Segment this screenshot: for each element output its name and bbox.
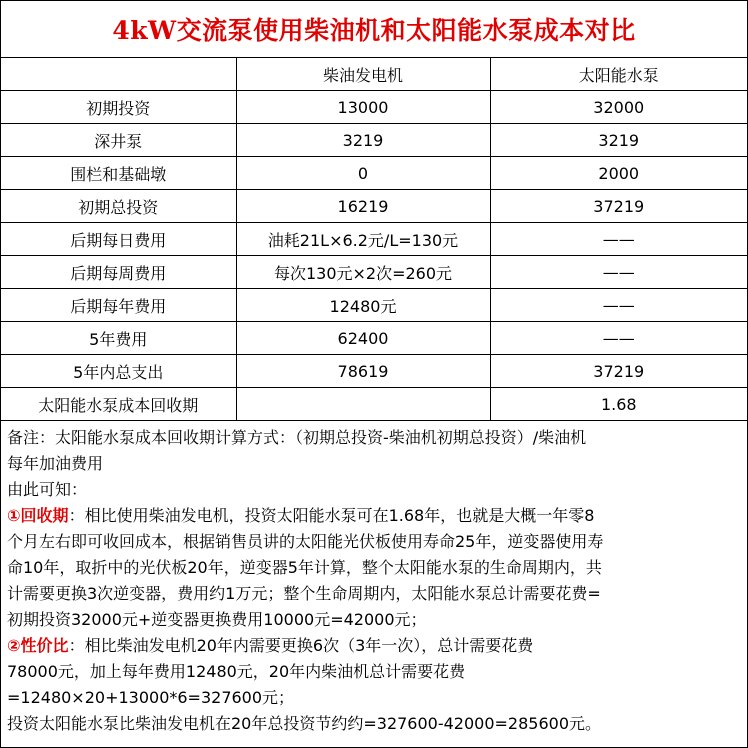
table-row (1, 91, 747, 124)
notes-line: =12480×20+13000*6=327600元； (7, 688, 295, 707)
table-row (1, 355, 747, 388)
table-row (1, 124, 747, 157)
payback-paragraph (7, 503, 741, 529)
table-cell: 1.68 (490, 388, 747, 421)
document-title: 4kW交流泵使用柴油机和太阳能水泵成本对比 (112, 16, 636, 45)
notes-line: 命10年，取折中的光伏板20年，逆变器5年计算，整个太阳能水泵的生命周期内，共 (7, 558, 602, 577)
row-label: 后期每年费用 (1, 289, 236, 322)
table-row (1, 388, 747, 421)
table-cell: 37219 (490, 190, 747, 223)
column-header (1, 58, 236, 91)
table-cell: —— (490, 289, 747, 322)
table-cell (236, 388, 490, 421)
table-cell: 3219 (490, 124, 747, 157)
table-cell: —— (490, 256, 747, 289)
table-cell: 0 (236, 157, 490, 190)
notes-line: 投资太阳能水泵比柴油发电机在20年总投资节约约=327600-42000=285600元。 (7, 714, 602, 733)
notes-line: 初期投资32000元+逆变器更换费用10000元=42000元； (7, 610, 427, 629)
row-label: 5年费用 (1, 322, 236, 355)
table-header-row (1, 58, 747, 91)
notes-line: 计需要更换3次逆变器，费用约1万元；整个生命周期内，太阳能水泵总计需要花费= (7, 584, 601, 603)
row-label: 围栏和基础墩 (1, 157, 236, 190)
row-label: 初期总投资 (1, 190, 236, 223)
notes-line: 个月左右即可收回成本，根据销售员讲的太阳能光伏板使用寿命25年，逆变器使用寿 (7, 532, 604, 551)
table-cell: 每次130元×2次=260元 (236, 256, 490, 289)
table-row (1, 190, 747, 223)
column-header: 太阳能水泵 (490, 58, 747, 91)
row-label: 太阳能水泵成本回收期 (1, 388, 236, 421)
table-cell: —— (490, 223, 747, 256)
value-label: 性价比 (20, 636, 69, 655)
table-row (1, 322, 747, 355)
cost-comparison-table (1, 58, 747, 421)
table-row (1, 223, 747, 256)
table-cell: 62400 (236, 322, 490, 355)
notes-line: 78000元，加上每年费用12480元，20年内柴油机总计需要花费 (7, 662, 466, 681)
notes-section (1, 421, 747, 737)
table-row (1, 256, 747, 289)
table-cell: 12480元 (236, 289, 490, 322)
table-body (1, 58, 747, 421)
table-cell: 78619 (236, 355, 490, 388)
row-label: 初期投资 (1, 91, 236, 124)
table-cell: 13000 (236, 91, 490, 124)
table-cell: 油耗21L×6.2元/L=130元 (236, 223, 490, 256)
row-label: 5年内总支出 (1, 355, 236, 388)
row-label: 深井泵 (1, 124, 236, 157)
table-cell: 3219 (236, 124, 490, 157)
table-cell: 32000 (490, 91, 747, 124)
table-cell: —— (490, 322, 747, 355)
table-cell: 16219 (236, 190, 490, 223)
table-row (1, 157, 747, 190)
notes-line: 由此可知： (7, 480, 88, 499)
table-cell: 37219 (490, 355, 747, 388)
payback-label: 回收期 (20, 506, 69, 525)
notes-text: ：相比柴油发电机20年内需要更换6次（3年一次），总计需要花费 (68, 636, 534, 655)
table-row (1, 289, 747, 322)
row-label: 后期每日费用 (1, 223, 236, 256)
value-marker: ② (7, 636, 21, 655)
title-row (1, 1, 747, 58)
value-paragraph (7, 633, 741, 659)
column-header: 柴油发电机 (236, 58, 490, 91)
payback-marker: ① (7, 506, 21, 525)
notes-line: 备注：太阳能水泵成本回收期计算方式：（初期总投资-柴油机初期总投资）/柴油机 (7, 428, 587, 447)
notes-text: ：相比使用柴油发电机，投资太阳能水泵可在1.68年，也就是大概一年零8 (68, 506, 595, 525)
row-label: 后期每周费用 (1, 256, 236, 289)
notes-line: 每年加油费用 (7, 454, 104, 473)
table-cell: 2000 (490, 157, 747, 190)
